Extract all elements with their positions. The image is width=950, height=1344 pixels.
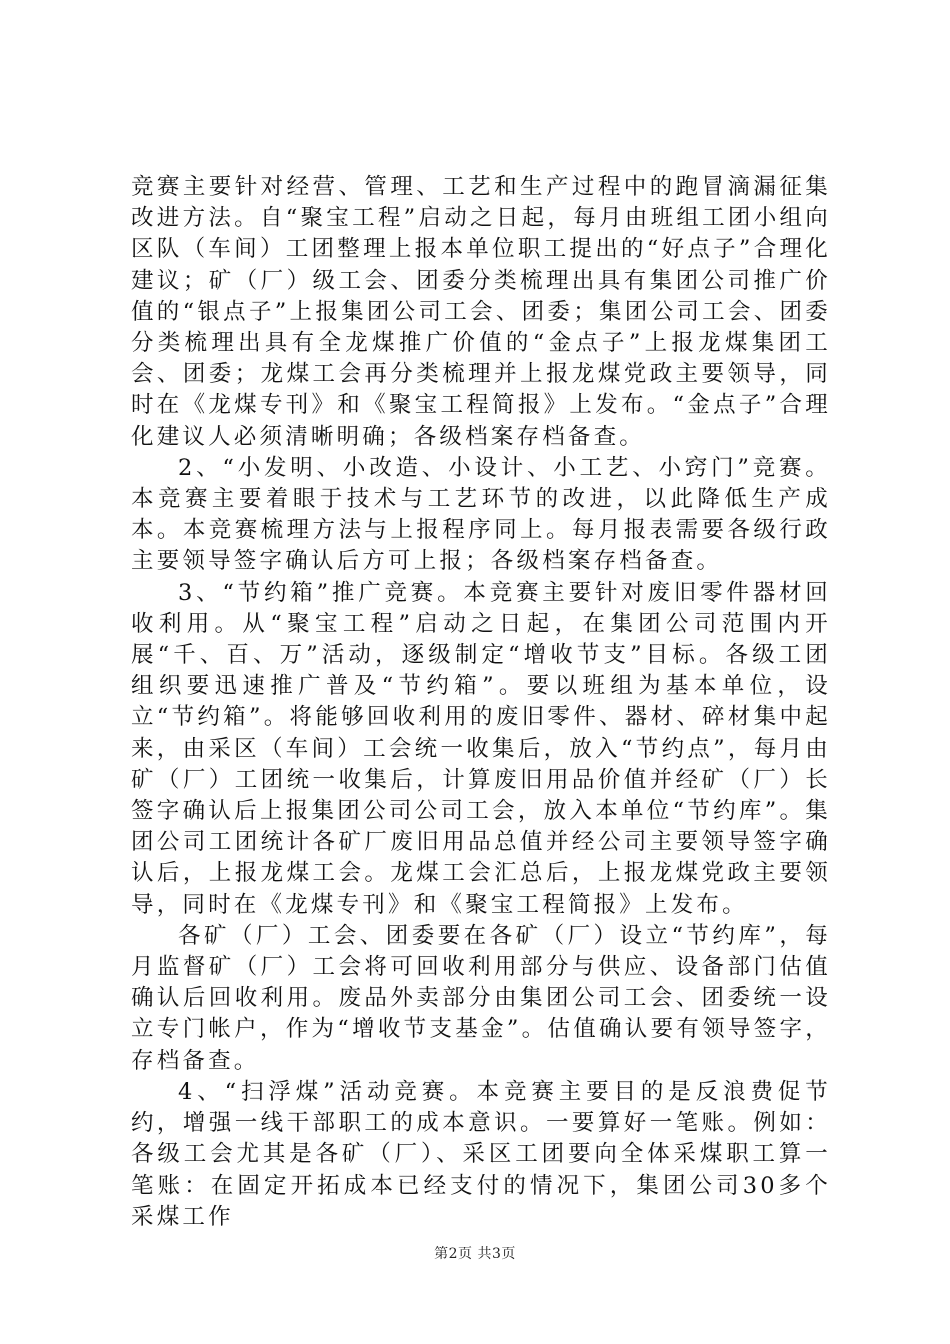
paragraph-1: 竞赛主要针对经营、管理、工艺和生产过程中的跑冒滴漏征集改进方法。自“聚宝工程”启动之日起，每月由班组工团小组向区队（车间）工团整理上报本单位职工提出的“好点子”合理化建议；矿（厂）级工会、团委分类梳理出具有集团公司推广价值的“银点子”上报集团公司工会、团委；集团公司工会、团委分类梳理出具有全龙煤推广价值的“金点子”上报龙煤集团工会、团委；龙煤工会再分类梳理并上报龙煤党政主要领导，同时在《龙煤专刊》和《聚宝工程简报》上发布。“金点子”合理化建议人必须清晰明确；各级档案存档备查。 <box>131 174 831 450</box>
paragraph-5: 4、“扫浮煤”活动竞赛。本竞赛主要目的是反浪费促节约，增强一线干部职工的成本意识。一要算好一笔账。例如：各级工会尤其是各矿（厂）、采区工团要向全体采煤职工算一笔账：在固定开拓成本已经支付的情况下，集团公司30多个采煤工作 <box>131 1078 831 1230</box>
paragraph-3: 3、“节约箱”推广竞赛。本竞赛主要针对废旧零件器材回收利用。从“聚宝工程”启动之日起，在集团公司范围内开展“千、百、万”活动，逐级制定“增收节支”目标。各级工团组织要迅速推广普及“节约箱”。要以班组为基本单位，设立“节约箱”。将能够回收利用的废旧零件、器材、碎材集中起来，由采区（车间）工会统一收集后，放入“节约点”，每月由矿（厂）工团统一收集后，计算废旧用品价值并经矿（厂）长签字确认后上报集团公司公司工会，放入本单位“节约库”。集团公司工团统计各矿厂废旧用品总值并经公司主要领导签字确认后，上报龙煤工会。龙煤工会汇总后，上报龙煤党政主要领导，同时在《龙煤专刊》和《聚宝工程简报》上发布。 <box>131 579 831 918</box>
page-footer: 第2页 共3页 <box>434 1246 516 1262</box>
paragraph-2: 2、“小发明、小改造、小设计、小工艺、小窍门”竞赛。本竞赛主要着眼于技术与工艺环节的改进，以此降低生产成本。本竞赛梳理方法与上报程序同上。每月报表需要各级行政主要领导签字确认后方可上报；各级档案存档备查。 <box>131 454 831 575</box>
paragraph-4: 各矿（厂）工会、团委要在各矿（厂）设立“节约库”，每月监督矿（厂）工会将可回收利用部分与供应、设备部门估值确认后回收利用。废品外卖部分由集团公司工会、团委统一设立专门帐户，作为“增收节支基金”。估值确认要有领导签字，存档备查。 <box>131 922 831 1074</box>
document-body <box>131 172 831 1233</box>
